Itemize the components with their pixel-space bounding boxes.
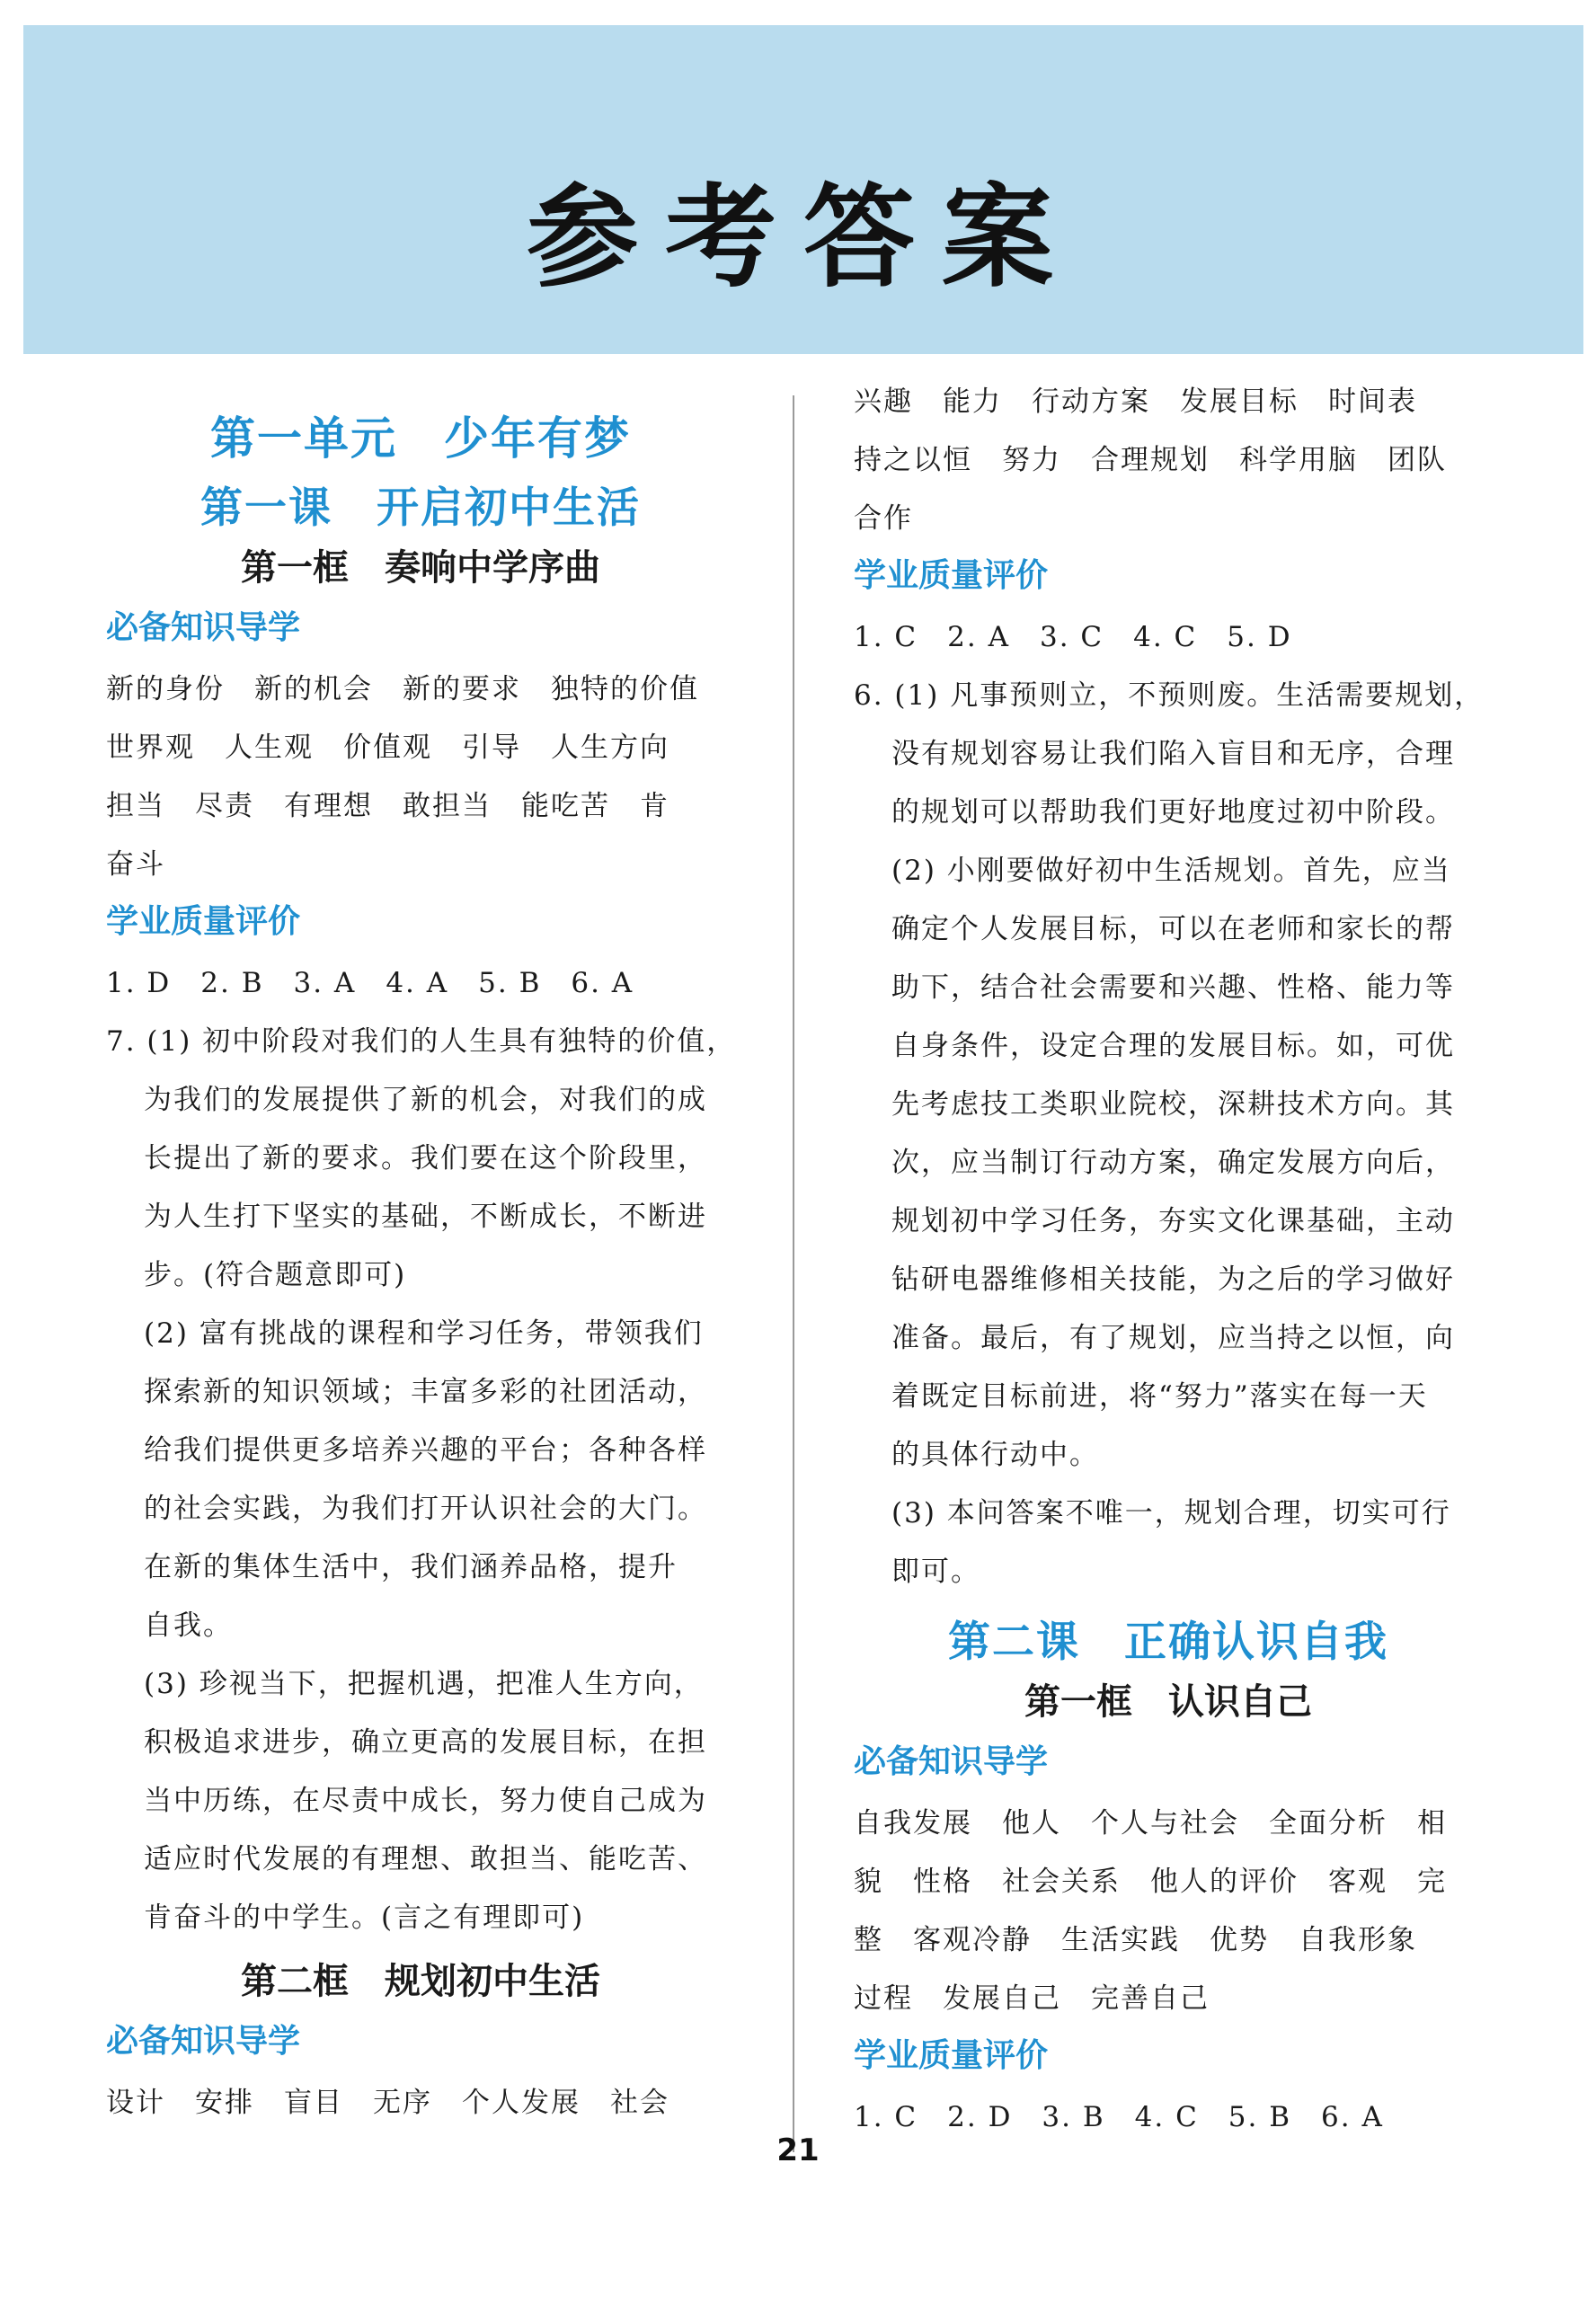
- text-line: 确定个人发展目标，可以在老师和家长的帮: [891, 912, 1455, 945]
- text-line: 的社会实践，为我们打开认识社会的大门。: [144, 1492, 707, 1525]
- section-heading: 学业质量评价: [854, 557, 1049, 594]
- unit-title: 第一单元 少年有梦: [210, 412, 631, 465]
- text-line: 规划初中学习任务，夯实文化课基础，主动: [891, 1204, 1455, 1237]
- text-line: 探索新的知识领域；丰富多彩的社团活动，: [144, 1375, 707, 1408]
- lesson-title: 第一课 开启初中生活: [200, 483, 641, 533]
- text-line: 积极追求进步，确立更高的发展目标，在担: [144, 1725, 707, 1759]
- text-line: 兴趣 能力 行动方案 发展目标 时间表: [854, 386, 1417, 418]
- section-heading: 学业质量评价: [854, 2036, 1049, 2074]
- text-line: 6. (1) 凡事预则立，不预则废。生活需要规划，: [854, 678, 1485, 712]
- right-column: [854, 373, 1483, 2147]
- choice-answers: 1. C 2. D 3. B 4. C 5. B 6. A: [854, 2100, 1384, 2133]
- text-line: 肯奋斗的中学生。(言之有理即可): [144, 1901, 585, 1934]
- page-title: 参考答案: [526, 173, 1080, 303]
- text-line: 在新的集体生活中，我们涵养品格，提升: [144, 1550, 678, 1583]
- text-line: 貌 性格 社会关系 他人的评价 客观 完: [854, 1865, 1447, 1898]
- text-line: 整 客观冷静 生活实践 优势 自我形象: [854, 1923, 1417, 1956]
- text-line: 准备。最后，有了规划，应当持之以恒，向: [891, 1321, 1455, 1354]
- text-line: 适应时代发展的有理想、敢担当、能吃苦、: [144, 1842, 707, 1875]
- frame-title: 第一框 认识自己: [1024, 1680, 1312, 1724]
- text-line: 7. (1) 初中阶段对我们的人生具有独特的价值，: [106, 1024, 737, 1058]
- section-heading: 必备知识导学: [854, 1743, 1049, 1781]
- text-line: 担当 尽责 有理想 敢担当 能吃苦 肯: [106, 790, 669, 823]
- lesson-title: 第二课 正确认识自我: [948, 1617, 1388, 1667]
- left-column: [106, 377, 735, 2132]
- frame-title: 第一框 奏响中学序曲: [241, 546, 600, 590]
- text-line: 即可。: [891, 1555, 980, 1588]
- section-heading: 必备知识导学: [106, 2022, 301, 2060]
- text-line: 给我们提供更多培养兴趣的平台；各种各样: [144, 1433, 707, 1467]
- text-line: 自我。: [144, 1609, 233, 1642]
- text-line: 的规划可以帮助我们更好地度过初中阶段。: [891, 795, 1455, 829]
- section-heading: 学业质量评价: [106, 903, 301, 941]
- text-line: 助下，结合社会需要和兴趣、性格、能力等: [891, 971, 1455, 1004]
- text-line: 自我发展 他人 个人与社会 全面分析 相: [854, 1806, 1447, 1840]
- text-line: 步。(符合题意即可): [144, 1258, 407, 1291]
- text-line: 次，应当制订行动方案，确定发展方向后，: [891, 1146, 1455, 1179]
- text-line: 新的身份 新的机会 新的要求 独特的价值: [106, 673, 699, 706]
- text-line: (3) 本问答案不唯一，规划合理，切实可行: [891, 1496, 1451, 1529]
- text-line: 持之以恒 努力 合理规划 科学用脑 团队: [854, 444, 1447, 476]
- text-line: 过程 发展自己 完善自己: [854, 1981, 1210, 2015]
- text-line: 奋斗: [106, 848, 165, 882]
- text-line: 的具体行动中。: [891, 1438, 1099, 1471]
- title-banner: [23, 25, 1583, 354]
- text-line: 自身条件，设定合理的发展目标。如，可优: [891, 1029, 1455, 1062]
- text-line: 合作: [854, 502, 913, 535]
- section-heading: 必备知识导学: [106, 609, 301, 647]
- text-line: 着既定目标前进，将“努力”落实在每一天: [891, 1379, 1428, 1413]
- frame-title: 第二框 规划初中生活: [241, 1959, 600, 2002]
- text-line: 先考虑技工类职业院校，深耕技术方向。其: [891, 1087, 1455, 1121]
- text-line: (3) 珍视当下，把握机遇，把准人生方向，: [144, 1667, 704, 1700]
- text-line: 为人生打下坚实的基础，不断成长，不断进: [144, 1200, 707, 1233]
- text-line: 长提出了新的要求。我们要在这个阶段里，: [144, 1141, 707, 1175]
- page-number: 21: [776, 2132, 820, 2168]
- text-line: 当中历练，在尽责中成长，努力使自己成为: [144, 1784, 707, 1817]
- text-line: (2) 富有挑战的课程和学习任务，带领我们: [144, 1317, 704, 1350]
- text-line: 没有规划容易让我们陷入盲目和无序，合理: [891, 737, 1455, 770]
- text-line: 钻研电器维修相关技能，为之后的学习做好: [891, 1263, 1455, 1296]
- text-line: 世界观 人生观 价值观 引导 人生方向: [106, 731, 669, 765]
- choice-answers: 1. C 2. A 3. C 4. C 5. D: [854, 620, 1292, 653]
- text-line: 设计 安排 盲目 无序 个人发展 社会: [106, 2086, 669, 2119]
- text-line: (2) 小刚要做好初中生活规划。首先，应当: [891, 854, 1451, 887]
- choice-answers: 1. D 2. B 3. A 4. A 5. B 6. A: [106, 966, 634, 999]
- text-line: 为我们的发展提供了新的机会，对我们的成: [144, 1083, 707, 1116]
- column-divider: [793, 395, 794, 2152]
